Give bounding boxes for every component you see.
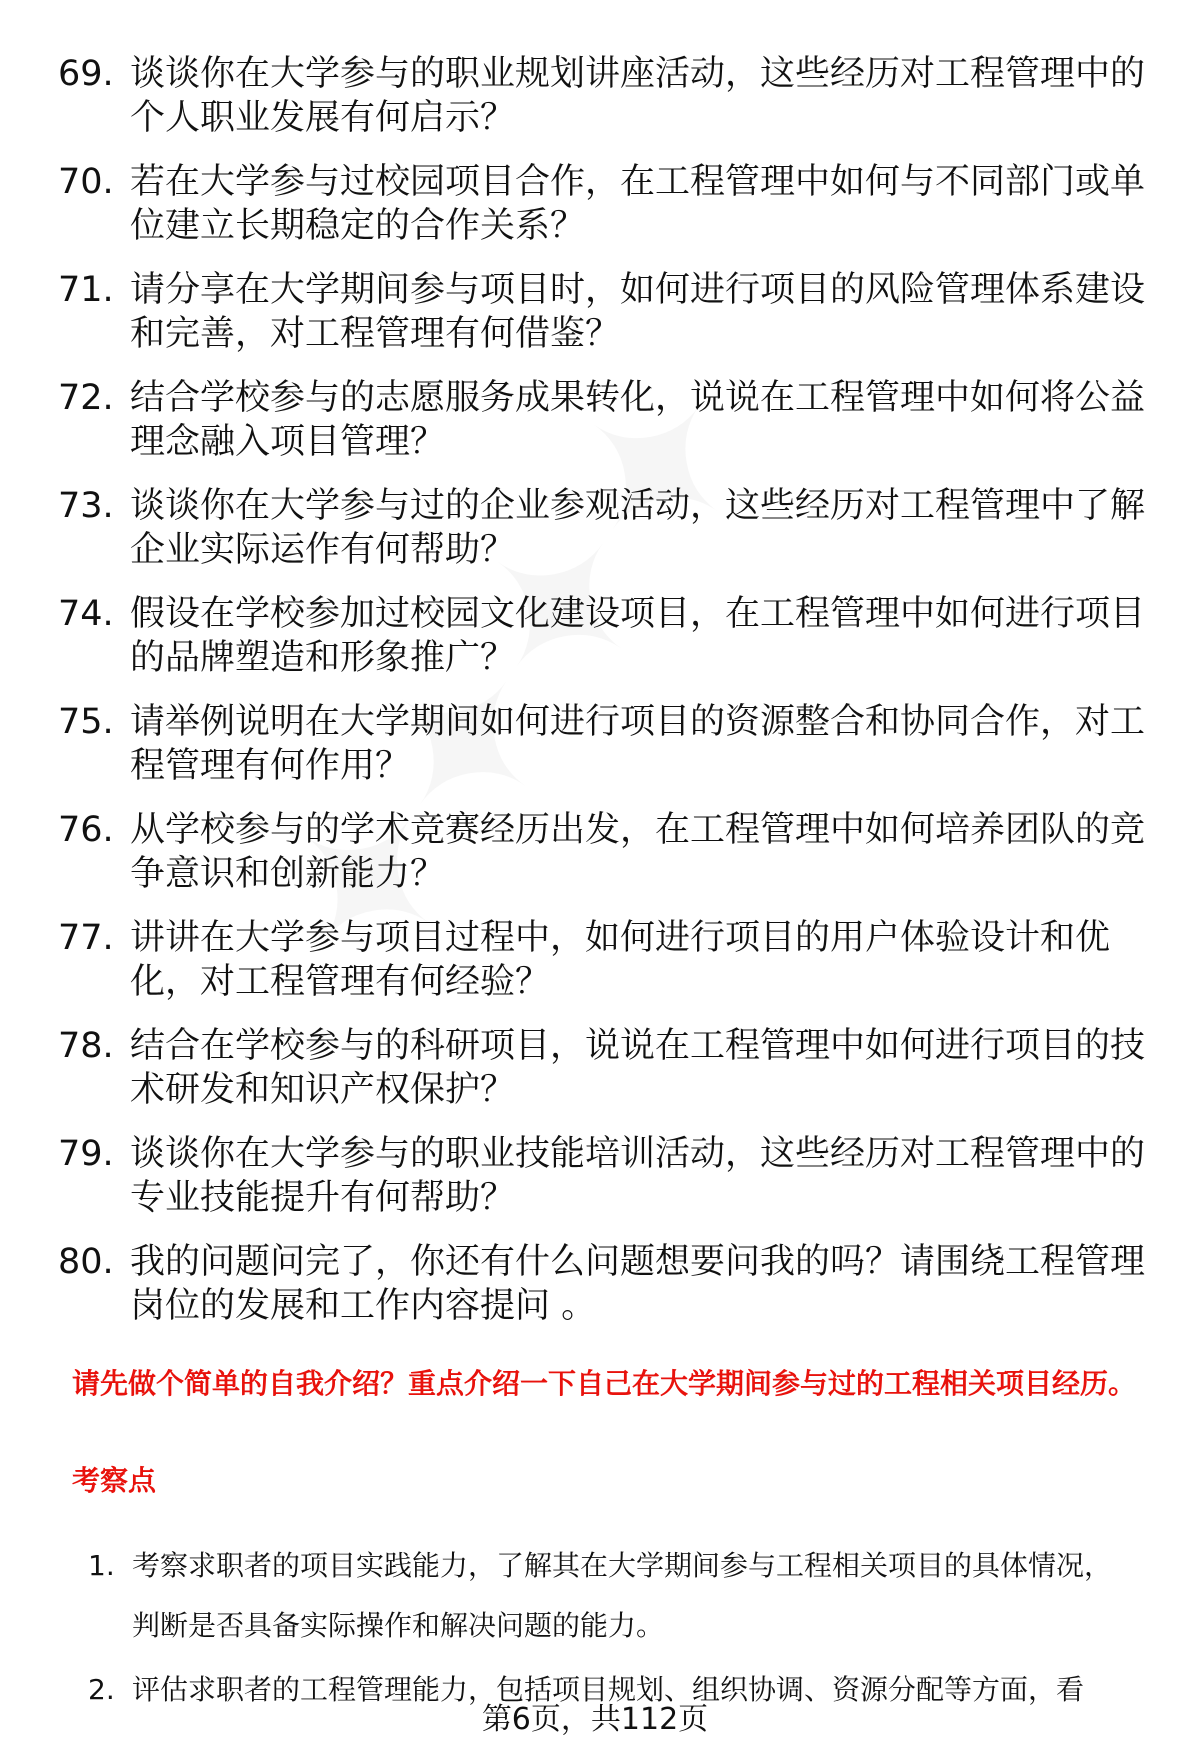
question-number: 71. bbox=[58, 270, 114, 310]
question-text: 结合在学校参与的科研项目，说说在工程管理中如何进行项目的技术研发和知识产权保护？ bbox=[130, 1026, 1146, 1110]
list-item-number: 1. bbox=[88, 1549, 115, 1582]
question-number: 80. bbox=[58, 1242, 114, 1282]
question-number: 70. bbox=[58, 162, 114, 202]
question-text: 若在大学参与过校园项目合作，在工程管理中如何与不同部门或单位建立长期稳定的合作关系？ bbox=[130, 162, 1146, 246]
question-text: 请举例说明在大学期间如何进行项目的资源整合和协同合作，对工程管理有何作用？ bbox=[130, 702, 1146, 786]
question-number: 76. bbox=[58, 810, 114, 850]
question-number: 73. bbox=[58, 486, 114, 526]
question-item bbox=[58, 916, 1148, 1004]
question-item bbox=[58, 592, 1148, 680]
question-text: 我的问题问完了，你还有什么问题想要问我的吗？请围绕工程管理岗位的发展和工作内容提问 。 bbox=[130, 1242, 1146, 1326]
section-sublabel: 考察点 bbox=[72, 1464, 157, 1497]
question-text: 从学校参与的学术竞赛经历出发，在工程管理中如何培养团队的竞争意识和创新能力？ bbox=[130, 810, 1146, 894]
question-list bbox=[58, 52, 1148, 1348]
question-item bbox=[58, 808, 1148, 896]
question-number: 78. bbox=[58, 1026, 114, 1066]
list-item bbox=[88, 1536, 1138, 1656]
question-number: 74. bbox=[58, 594, 114, 634]
question-number: 77. bbox=[58, 918, 114, 958]
question-number: 69. bbox=[58, 54, 114, 94]
question-text: 假设在学校参加过校园文化建设项目，在工程管理中如何进行项目的品牌塑造和形象推广？ bbox=[130, 594, 1146, 678]
list-item-number: 2. bbox=[88, 1673, 115, 1706]
page-footer: 第6页，共112页 bbox=[481, 1702, 709, 1737]
question-item bbox=[58, 160, 1148, 248]
question-item bbox=[58, 52, 1148, 140]
question-number: 79. bbox=[58, 1134, 114, 1174]
question-text: 请分享在大学期间参与项目时，如何进行项目的风险管理体系建设和完善，对工程管理有何借鉴？ bbox=[130, 270, 1146, 354]
question-number: 75. bbox=[58, 702, 114, 742]
question-number: 72. bbox=[58, 378, 114, 418]
question-text: 结合学校参与的志愿服务成果转化，说说在工程管理中如何将公益理念融入项目管理？ bbox=[130, 378, 1146, 462]
question-item bbox=[58, 376, 1148, 464]
question-item bbox=[58, 268, 1148, 356]
section-heading: 请先做个简单的自我介绍？重点介绍一下自己在大学期间参与过的工程相关项目经历。 bbox=[72, 1367, 1137, 1400]
list-item-text: 考察求职者的项目实践能力，了解其在大学期间参与工程相关项目的具体情况，判断是否具备实际操作和解决问题的能力。 bbox=[132, 1549, 1113, 1642]
question-text: 谈谈你在大学参与的职业技能培训活动，这些经历对工程管理中的专业技能提升有何帮助？ bbox=[130, 1134, 1146, 1218]
question-item bbox=[58, 1024, 1148, 1112]
question-item bbox=[58, 484, 1148, 572]
question-text: 讲讲在大学参与项目过程中，如何进行项目的用户体验设计和优化，对工程管理有何经验？ bbox=[130, 918, 1111, 1002]
list-item-text: 评估求职者的工程管理能力，包括项目规划、组织协调、资源分配等方面，看 bbox=[132, 1673, 1085, 1706]
question-item bbox=[58, 1132, 1148, 1220]
assessment-point-list bbox=[88, 1536, 1138, 1724]
question-item bbox=[58, 700, 1148, 788]
question-item bbox=[58, 1240, 1148, 1328]
question-text: 谈谈你在大学参与的职业规划讲座活动，这些经历对工程管理中的个人职业发展有何启示？ bbox=[130, 54, 1146, 138]
question-text: 谈谈你在大学参与过的企业参观活动，这些经历对工程管理中了解企业实际运作有何帮助？ bbox=[130, 486, 1146, 570]
